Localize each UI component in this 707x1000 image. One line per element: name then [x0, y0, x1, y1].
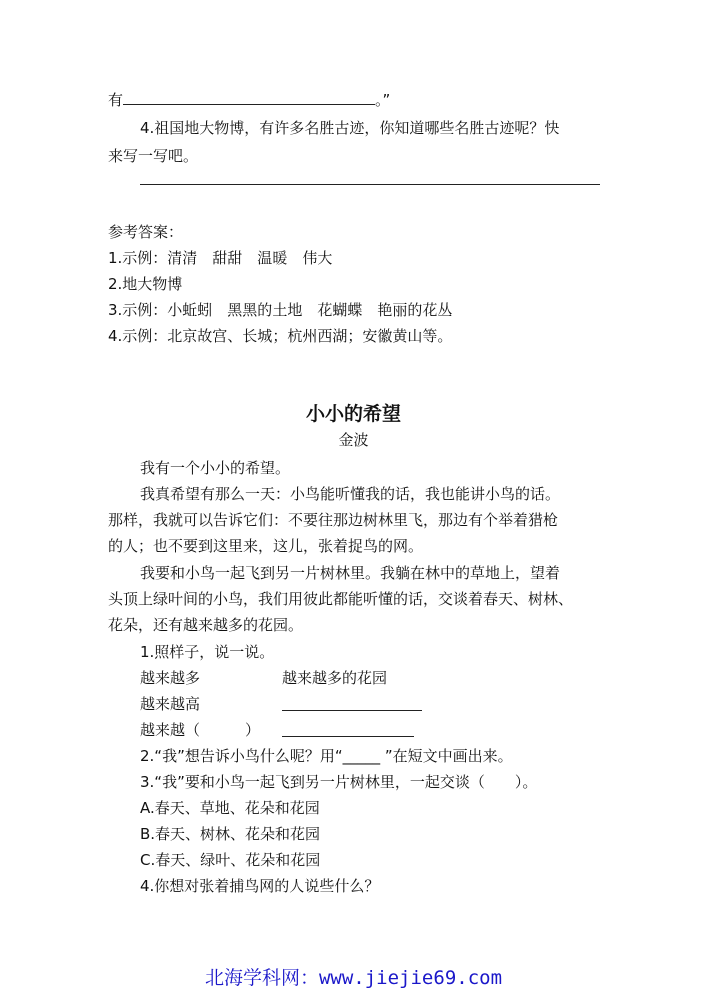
paragraph-line: 那样，我就可以告诉它们：不要往那边树林里飞，那边有个举着猎枪	[108, 511, 559, 529]
paragraph-line: 我真希望有那么一天：小鸟能听懂我的话，我也能讲小鸟的话。	[140, 485, 561, 503]
answer-blank[interactable]	[123, 90, 375, 105]
article-author: 金波	[338, 431, 369, 449]
footer-watermark: 北海学科网：www.jiejie69.com	[204, 967, 503, 989]
paragraph-line: 花朵，还有越来越多的花园。	[108, 616, 304, 634]
answer-item: 2.地大物博	[108, 275, 183, 293]
article-title: 小小的希望	[305, 403, 401, 425]
question-3: 3.“我”要和小鸟一起飞到另一片树林里，一起交谈（ ）。	[140, 773, 538, 791]
answer-item: 3.示例：小蚯蚓 黑黑的土地 花蝴蝶 艳丽的花丛	[108, 301, 453, 319]
paragraph-line: 头顶上绿叶间的小鸟，我们用彼此都能听懂的话，交谈着春天、树林、	[108, 590, 574, 608]
exercise-left: 越来越（ ）	[140, 721, 261, 739]
question-2: 2.“我”想告诉小鸟什么呢？用“_____ ”在短文中画出来。	[140, 747, 513, 765]
paragraph-line: 的人；也不要到这里来，这儿，张着捉鸟的网。	[108, 537, 424, 555]
example-left: 越来越多	[140, 669, 201, 687]
option-b[interactable]: B.春天、树林、花朵和花园	[140, 825, 321, 843]
option-c[interactable]: C.春天、绿叶、花朵和花园	[140, 851, 321, 869]
answer-item: 4.示例：北京故宫、长城；杭州西湖；安徽黄山等。	[108, 327, 453, 345]
question-4: 4.你想对张着捕鸟网的人说些什么？	[140, 877, 380, 895]
paragraph-line: 我要和小鸟一起飞到另一片树林里。我躺在林中的草地上，望着	[140, 564, 561, 582]
question-1: 1.照样子，说一说。	[140, 643, 275, 661]
example-right: 越来越多的花园	[282, 669, 388, 687]
answer-line[interactable]	[140, 184, 600, 185]
option-a[interactable]: A.春天、草地、花朵和花园	[140, 799, 320, 817]
question-4-line2: 来写一写吧。	[108, 147, 199, 165]
exercise-left: 越来越高	[140, 695, 201, 713]
fill-suffix: 。”	[375, 91, 391, 109]
paragraph-line: 我有一个小小的希望。	[140, 459, 291, 477]
fill-prefix: 有	[108, 91, 124, 109]
answer-item: 1.示例：清清 甜甜 温暖 伟大	[108, 249, 333, 267]
answers-heading: 参考答案：	[108, 223, 184, 241]
question-4-line1: 4.祖国地大物博，有许多名胜古迹，你知道哪些名胜古迹呢？快	[140, 119, 560, 137]
answer-blank[interactable]	[282, 736, 414, 737]
fill-in-line	[108, 90, 390, 110]
answer-blank[interactable]	[282, 710, 422, 711]
